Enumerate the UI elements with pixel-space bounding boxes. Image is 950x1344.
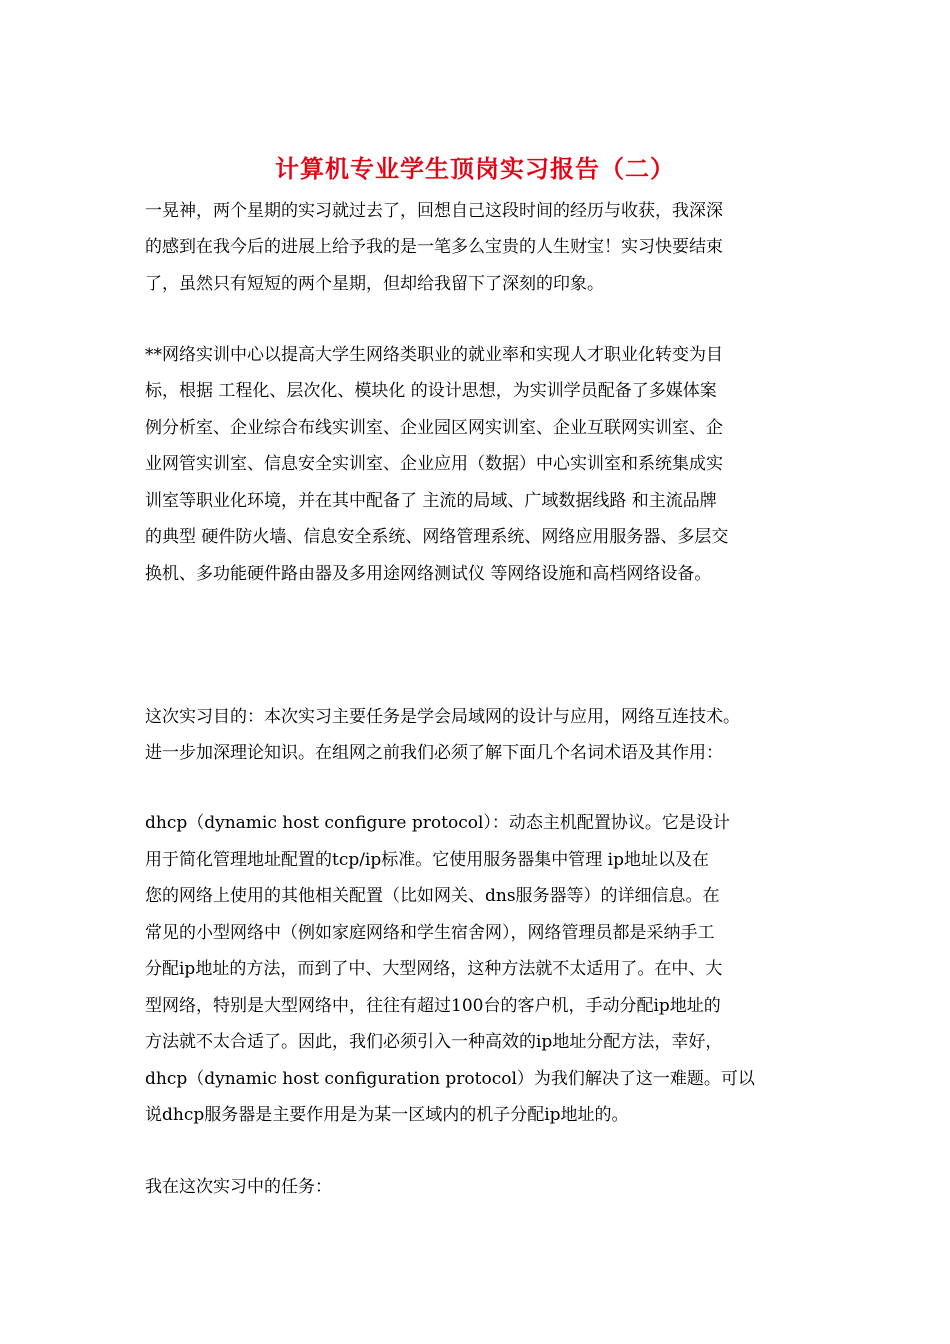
paragraph-line: 一晃神，两个星期的实习就过去了，回想自己这段时间的经历与收获，我深深 [145,201,723,221]
paragraph-line: 您的网络上使用的其他相关配置（比如网关、dns服务器等）的详细信息。在 [145,886,720,906]
paragraph-line: dhcp（dynamic host configure protocol）：动态主机配置协议。它是设计 [145,813,730,833]
paragraph-line: 训室等职业化环境，并在其中配备了 主流的局域、广域数据线路 和主流品牌 [145,491,717,511]
paragraph-line: 我在这次实习中的任务： [145,1177,332,1197]
paragraph-line: 了，虽然只有短短的两个星期，但却给我留下了深刻的印象。 [145,274,604,294]
paragraph-line: 进一步加深理论知识。在组网之前我们必须了解下面几个名词术语及其作用： [145,743,723,763]
paragraph-line: 的感到在我今后的进展上给予我的是一笔多么宝贵的人生财宝！实习快要结束 [145,237,723,257]
paragraph-line: 标，根据 工程化、层次化、模块化 的设计思想，为实训学员配备了多媒体案 [145,381,717,401]
paragraph-line: 用于简化管理地址配置的tcp/ip标准。它使用服务器集中管理 ip地址以及在 [145,850,710,870]
document-title: 计算机专业学生顶岗实习报告（二） [275,154,675,183]
paragraph-line: 方法就不太合适了。因此，我们必须引入一种高效的ip地址分配方法，幸好， [145,1032,723,1052]
paragraph-line: dhcp（dynamic host configuration protocol）为我们解决了这一难题。可以 [145,1069,755,1089]
paragraph-line: 例分析室、企业综合布线实训室、企业园区网实训室、企业互联网实训室、企 [145,418,723,438]
paragraph-line: 说dhcp服务器是主要作用是为某一区域内的机子分配ip地址的。 [145,1105,629,1125]
paragraph-line: 分配ip地址的方法，而到了中、大型网络，这种方法就不太适用了。在中、大 [145,959,723,979]
paragraph-line: 这次实习目的：本次实习主要任务是学会局域网的设计与应用，网络互连技术。 [145,707,740,727]
paragraph-line: 的典型 硬件防火墙、信息安全系统、网络管理系统、网络应用服务器、多层交 [145,527,729,547]
paragraph-line: 型网络，特别是大型网络中，往往有超过100台的客户机，手动分配ip地址的 [145,996,721,1016]
paragraph-line: 业网管实训室、信息安全实训室、企业应用（数据）中心实训室和系统集成实 [145,454,723,474]
paragraph-line: **网络实训中心以提高大学生网络类职业的就业率和实现人才职业化转变为目 [145,345,723,365]
paragraph-line: 常见的小型网络中（例如家庭网络和学生宿舍网），网络管理员都是采纳手工 [145,923,715,943]
paragraph-line: 换机、多功能硬件路由器及多用途网络测试仪 等网络设施和高档网络设备。 [145,564,712,584]
